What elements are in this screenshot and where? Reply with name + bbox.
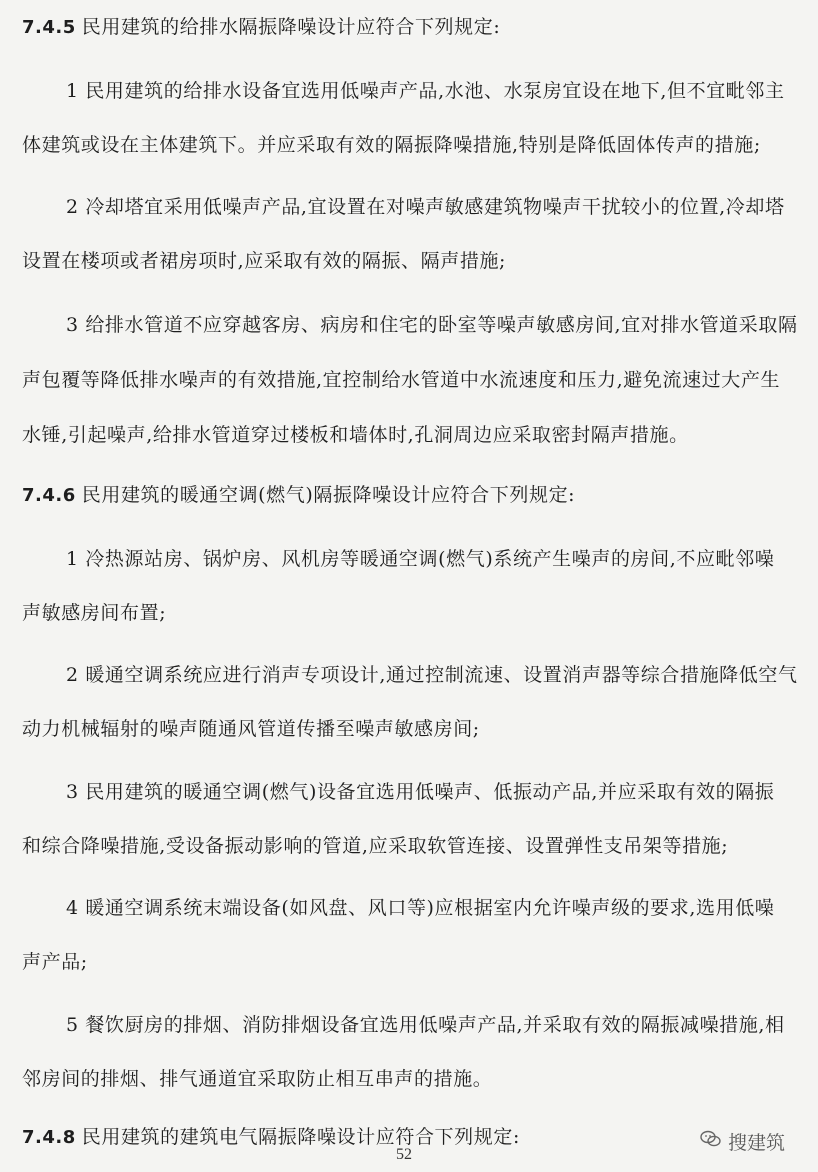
section-title: 民用建筑的给排水隔振降噪设计应符合下列规定:: [81, 16, 501, 38]
paragraph-line: 4 暖通空调系统末端设备(如风盘、风口等)应根据室内允许噪声级的要求,选用低噪: [66, 897, 775, 919]
section-number: 7.4.6: [22, 485, 76, 506]
paragraph-line: 声包覆等降低排水噪声的有效措施,宜控制给水管道中水流速度和压力,避免流速过大产生: [22, 369, 781, 391]
paragraph-line: 5 餐饮厨房的排烟、消防排烟设备宜选用低噪声产品,并采取有效的隔振减噪措施,相: [66, 1014, 785, 1036]
paragraph-line: 1 民用建筑的给排水设备宜选用低噪声产品,水池、水泵房宜设在地下,但不宜毗邻主: [66, 80, 785, 102]
section-title: 民用建筑的暖通空调(燃气)隔振降噪设计应符合下列规定:: [81, 484, 576, 506]
section-title: 民用建筑的建筑电气隔振降噪设计应符合下列规定:: [81, 1126, 520, 1148]
section-heading: [22, 482, 575, 509]
paragraph-line: 和综合降噪措施,受设备振动影响的管道,应采取软管连接、设置弹性支吊架等措施;: [22, 835, 729, 857]
section-number: 7.4.8: [22, 1127, 76, 1148]
paragraph-line: 1 冷热源站房、锅炉房、风机房等暖通空调(燃气)系统产生噪声的房间,不应毗邻噪: [66, 548, 775, 570]
section-heading: [22, 14, 500, 41]
paragraph-line: 3 民用建筑的暖通空调(燃气)设备宜选用低噪声、低振动产品,并应采取有效的隔振: [66, 781, 775, 803]
page-number: 52: [396, 1146, 412, 1163]
paragraph-line: 声产品;: [22, 951, 88, 973]
wechat-icon: [700, 1129, 728, 1154]
paragraph-line: 3 给排水管道不应穿越客房、病房和住宅的卧室等噪声敏感房间,宜对排水管道采取隔: [66, 314, 798, 336]
paragraph-line: 体建筑或设在主体建筑下。并应采取有效的隔振降噪措施,特别是降低固体传声的措施;: [22, 134, 761, 156]
paragraph-line: 声敏感房间布置;: [22, 602, 167, 624]
paragraph-line: 动力机械辐射的噪声随通风管道传播至噪声敏感房间;: [22, 718, 480, 740]
paragraph-line: 水锤,引起噪声,给排水管道穿过楼板和墙体时,孔洞周边应采取密封隔声措施。: [22, 424, 689, 446]
watermark-text: 搜建筑: [728, 1132, 786, 1154]
section-heading: [22, 1124, 520, 1151]
section-number: 7.4.5: [22, 17, 76, 38]
paragraph-line: 2 冷却塔宜采用低噪声产品,宜设置在对噪声敏感建筑物噪声干扰较小的位置,冷却塔: [66, 196, 785, 218]
paragraph-line: 2 暖通空调系统应进行消声专项设计,通过控制流速、设置消声器等综合措施降低空气: [66, 664, 798, 686]
paragraph-line: 邻房间的排烟、排气通道宜采取防止相互串声的措施。: [22, 1068, 493, 1090]
watermark: [700, 1128, 785, 1155]
paragraph-line: 设置在楼项或者裙房项时,应采取有效的隔振、隔声措施;: [22, 250, 507, 272]
